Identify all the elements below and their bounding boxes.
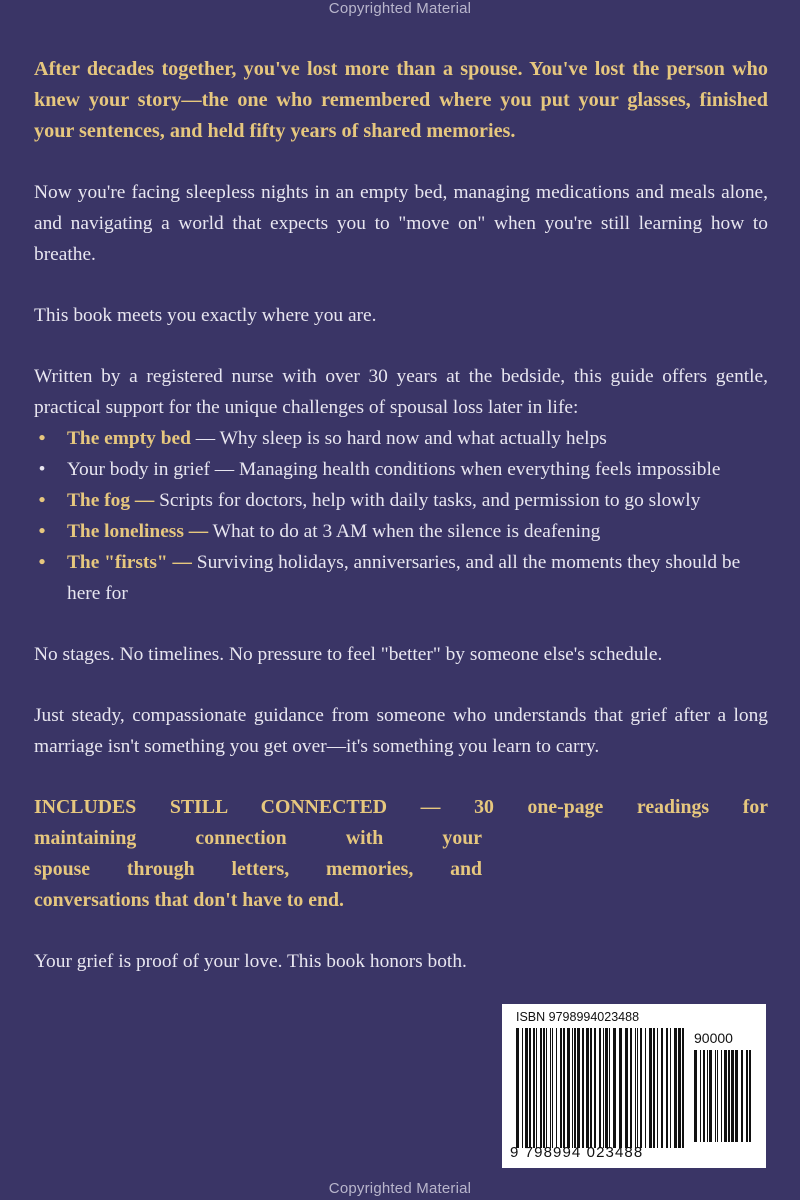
addon-barcode-bars [694,1050,754,1142]
includes-line: INCLUDES STILL CONNECTED — 30 one-page readings for [34,796,768,818]
bullet-icon: • [38,428,46,449]
closing-paragraph: Your grief is proof of your love. This book honors both. [34,951,467,972]
list-item: • The "firsts" — Surviving holidays, anniversaries, and all the moments they should be here for [34,547,768,609]
copyright-watermark-bottom: Copyrighted Material [328,1180,472,1197]
includes-line: spouse through letters, memories, and [34,858,482,880]
copyright-watermark-top: Copyrighted Material [328,0,472,17]
list-item: • Your body in grief — Managing health conditions when everything feels impossible [34,454,768,485]
price-code: 90000 [694,1030,733,1046]
paragraph-situation: Now you're facing sleepless nights in an empty bed, managing medications and meals alone, and navigating a world that expects you to "move on" when you're still learning how to breathe. [34,182,768,265]
paragraph-author: Written by a registered nurse with over 30 years at the bedside, this guide offers gentle, practical support for the unique challenges of spousal loss later in life: [34,366,768,418]
list-item: • The fog — Scripts for doctors, help with daily tasks, and permission to go slowly [34,485,768,516]
bullet-icon: • [38,521,46,542]
isbn-label: ISBN 9798994023488 [516,1010,640,1024]
list-item: • The empty bed — Why sleep is so hard now and what actually helps [34,423,768,454]
bullet-icon: • [38,459,46,480]
bullet-icon: • [38,552,46,573]
bullet-icon: • [38,490,46,511]
paragraph-meets-you: This book meets you exactly where you are. [34,305,377,326]
includes-section [34,792,768,916]
barcode-bars [516,1028,688,1148]
topics-list [34,423,768,609]
paragraph-guidance: Just steady, compassionate guidance from someone who understands that grief after a long marriage isn't something you get over—it's something you learn to carry. [34,705,768,757]
list-item: • The loneliness — What to do at 3 AM when the silence is deafening [34,516,768,547]
includes-line: maintaining connection with your [34,827,482,849]
lead-paragraph: After decades together, you've lost more than a spouse. You've lost the person who knew your story—the one who remembered where you put your glasses, finished your sentences, and held fifty years of shared memories. [34,58,768,142]
barcode-digits: 9 798994 023488 [510,1144,644,1161]
includes-line: conversations that don't have to end. [34,889,344,911]
paragraph-no-stages: No stages. No timelines. No pressure to feel "better" by someone else's schedule. [34,644,663,665]
back-cover-text [34,54,768,977]
isbn-barcode [502,1004,766,1168]
